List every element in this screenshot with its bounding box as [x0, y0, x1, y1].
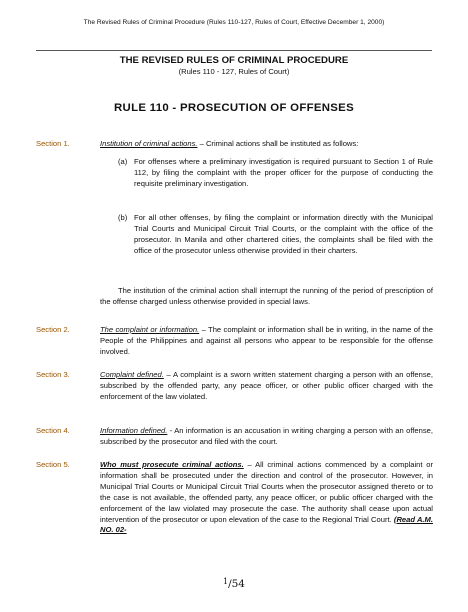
section-3-paragraph: [100, 370, 433, 403]
section-3-title: Complaint defined.: [100, 370, 164, 379]
section-5-title: Who must prosecute criminal actions.: [100, 460, 244, 469]
section-3-text: – A complaint is a sworn written statement charging a person with an offense, subscribed by the offended party, any peace officer, or other public officer charged with the enforcement of the law violated.: [100, 370, 433, 401]
document-subtitle: (Rules 110 - 127, Rules of Court): [178, 67, 290, 76]
section-5-text: – All criminal actions commenced by a complaint or information shall be prosecuted under the direction and control of the prosecutor. However, in Municipal Trial Courts or Municipal Circuit Trial Courts when the prosecutor assigned thereto or to the case is not available, the offended party, any peace officer, or public officer charged with the enforcement of the law violated may prosecute the case. The authority shall cease upon actual intervention of the prosecutor or upon elevation of the case to the Regional Trial Court.: [100, 460, 434, 524]
header-rule: [36, 50, 432, 51]
item-b-marker: (b): [118, 213, 128, 222]
total-pages: /54: [228, 578, 245, 590]
section-4-label: Section 4.: [36, 426, 70, 435]
section-4-title: Information defined.: [100, 426, 168, 435]
section-2-text: – The complaint or information shall be in writing, in the name of the People of the Philippines and against all persons who appear to be responsible for the offense involved.: [100, 325, 434, 356]
item-a-text: For offenses where a preliminary investigation is required pursuant to Section 1 of Rule 112, by filing the complaint with the proper officer for the purpose of conducting the requisite preliminary investigation.: [134, 157, 433, 188]
section-2-title: The complaint or information.: [100, 325, 200, 334]
section-1-item-a: [118, 157, 433, 190]
section-1-item-b: [118, 213, 433, 257]
section-2-label: Section 2.: [36, 325, 70, 334]
item-a-marker: (a): [118, 157, 128, 166]
section-1-label: Section 1.: [36, 139, 70, 148]
section-1-closing: The institution of the criminal action shall interrupt the running of the period of prescription of the offense charged unless otherwise provided in special laws.: [100, 286, 433, 306]
running-header: The Revised Rules of Criminal Procedure (Rules 110-127, Rules of Court, Effective December 1, 2000): [83, 19, 385, 26]
document-title: THE REVISED RULES OF CRIMINAL PROCEDURE: [119, 55, 349, 66]
section-1-paragraph: [100, 139, 433, 150]
section-4-paragraph: [100, 426, 433, 448]
item-b-text: For all other offenses, by filing the complaint or information directly with the Municipal Trial Courts and Municipal Circuit Trial Courts, or the complaint with the office of the prosecutor. In Manila and other chartered cities, the complaints shall be filed with the office of the prosecutor unless otherwise provided in their charters.: [134, 213, 433, 255]
current-page: 1: [223, 577, 229, 586]
page-number: [0, 577, 468, 590]
section-4-text: - An information is an accusation in writing charging a person with an offense, subscribed by the prosecutor and filed with the court.: [100, 426, 433, 446]
rule-heading: RULE 110 - PROSECUTION OF OFFENSES: [114, 102, 354, 114]
section-2-paragraph: [100, 325, 433, 358]
section-3-label: Section 3.: [36, 370, 70, 379]
section-5-paragraph: [100, 460, 433, 536]
section-1-text: – Criminal actions shall be instituted as follows:: [197, 139, 359, 148]
section-1-title: Institution of criminal actions.: [100, 139, 198, 148]
section-5-label: Section 5.: [36, 460, 70, 469]
section-5-reference: (Read A.M. NO. 02-: [100, 514, 433, 535]
